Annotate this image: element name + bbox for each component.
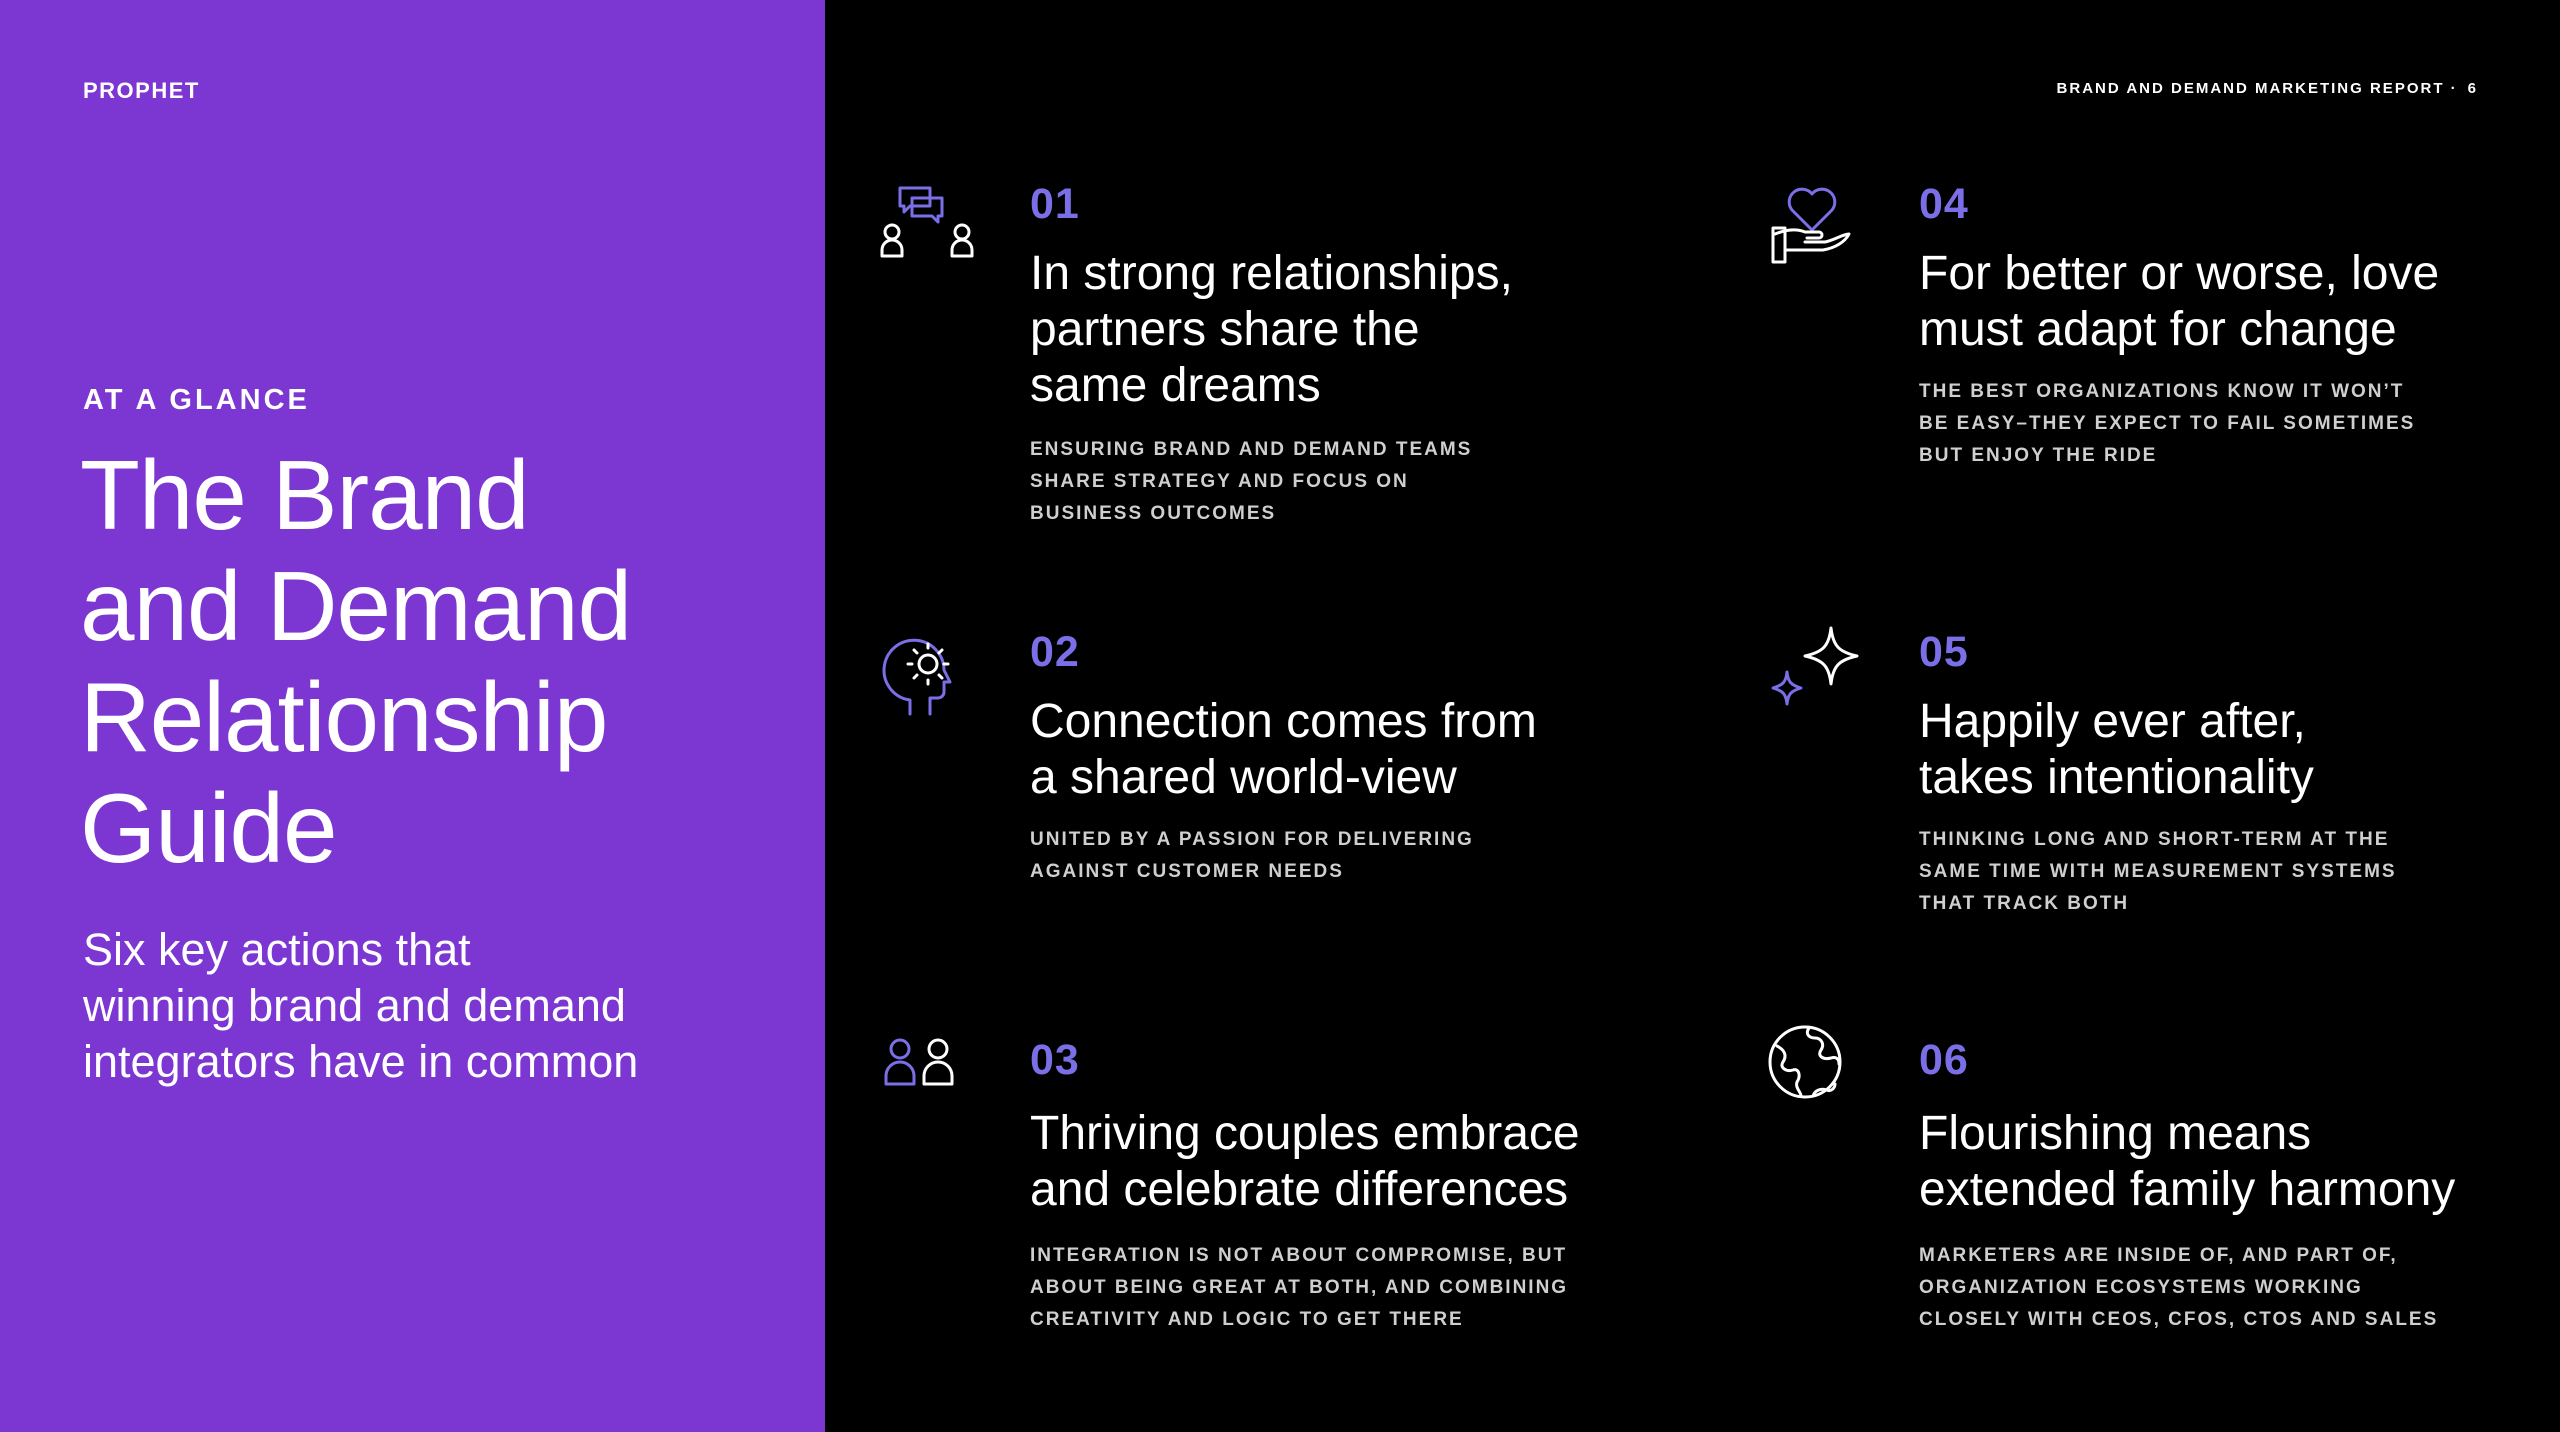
desc-line: CLOSELY WITH CEOS, CFOS, CTOS AND SALES [1919,1309,2439,1330]
globe-icon [1769,1036,1879,1146]
item-number: 05 [1919,628,1969,676]
desc-line: AGAINST CUSTOMER NEEDS [1030,861,1344,882]
report-header [2057,80,2478,97]
desc-line: BE EASY–THEY EXPECT TO FAIL SOMETIMES [1919,413,2416,434]
heading-line: Connection comes from [1030,695,1537,748]
page-title [80,440,780,884]
heading-line: Thriving couples embrace [1030,1107,1580,1160]
desc-line: UNITED BY A PASSION FOR DELIVERING [1030,829,1474,850]
desc-line: ORGANIZATION ECOSYSTEMS WORKING [1919,1277,2363,1298]
heading-line: Flourishing means [1919,1107,2312,1160]
item-heading [1030,1106,1650,1218]
heading-line: must adapt for change [1919,303,2397,356]
item-heading [1919,246,2539,358]
heading-line: a shared world-view [1030,751,1457,804]
item-description [1919,824,2479,920]
desc-line: ENSURING BRAND AND DEMAND TEAMS [1030,439,1473,460]
item-heading [1919,1106,2539,1218]
heading-line: takes intentionality [1919,751,2314,804]
desc-line: CREATIVITY AND LOGIC TO GET THERE [1030,1309,1464,1330]
desc-line: THINKING LONG AND SHORT-TERM AT THE [1919,829,2390,850]
item-heading [1919,694,2539,806]
title-line: Relationship [80,662,608,772]
subtitle-line: Six key actions that [83,924,471,975]
chat-people-icon [880,180,990,290]
heading-line: and celebrate differences [1030,1163,1569,1216]
item-number: 03 [1030,1036,1080,1084]
desc-line: SHARE STRATEGY AND FOCUS ON [1030,471,1409,492]
desc-line: MARKETERS ARE INSIDE OF, AND PART OF, [1919,1245,2398,1266]
heading-line: In strong relationships, [1030,247,1513,300]
item-description [1030,434,1590,530]
item-heading [1030,246,1650,414]
title-line: The Brand [80,440,529,550]
desc-line: ABOUT BEING GREAT AT BOTH, AND COMBINING [1030,1277,1569,1298]
desc-line: THE BEST ORGANIZATIONS KNOW IT WON’T [1919,381,2405,402]
report-title: BRAND AND DEMAND MARKETING REPORT · [2056,80,2458,97]
subtitle-line: winning brand and demand [83,980,626,1031]
subtitle-line: integrators have in common [83,1036,639,1087]
desc-line: BUT ENJOY THE RIDE [1919,445,2158,466]
heading-line: same dreams [1030,359,1321,412]
item-number: 02 [1030,628,1080,676]
title-line: Guide [80,773,337,883]
eyebrow-label: AT A GLANCE [83,384,310,416]
heading-line: For better or worse, love [1919,247,2440,300]
sparkle-icon [1769,628,1879,738]
item-description [1919,376,2479,472]
heading-line: Happily ever after, [1919,695,2306,748]
item-description [1919,1240,2479,1336]
desc-line: THAT TRACK BOTH [1919,893,2130,914]
desc-line: BUSINESS OUTCOMES [1030,503,1277,524]
item-description [1030,1240,1590,1336]
title-line: and Demand [80,551,632,661]
heading-line: extended family harmony [1919,1163,2456,1216]
prophet-logo: PROPHET [83,78,200,103]
desc-line: INTEGRATION IS NOT ABOUT COMPROMISE, BUT [1030,1245,1568,1266]
head-lightbulb-icon [880,628,990,738]
heading-line: partners share the [1030,303,1420,356]
item-number: 01 [1030,180,1080,228]
item-description [1030,824,1590,888]
desc-line: SAME TIME WITH MEASUREMENT SYSTEMS [1919,861,2397,882]
item-number: 04 [1919,180,1969,228]
item-heading [1030,694,1650,806]
item-number: 06 [1919,1036,1969,1084]
two-people-icon [880,1036,990,1146]
left-panel [0,0,825,1432]
page-number: 6 [2467,80,2478,97]
page-subtitle [83,922,783,1090]
heart-hand-icon [1769,180,1879,290]
